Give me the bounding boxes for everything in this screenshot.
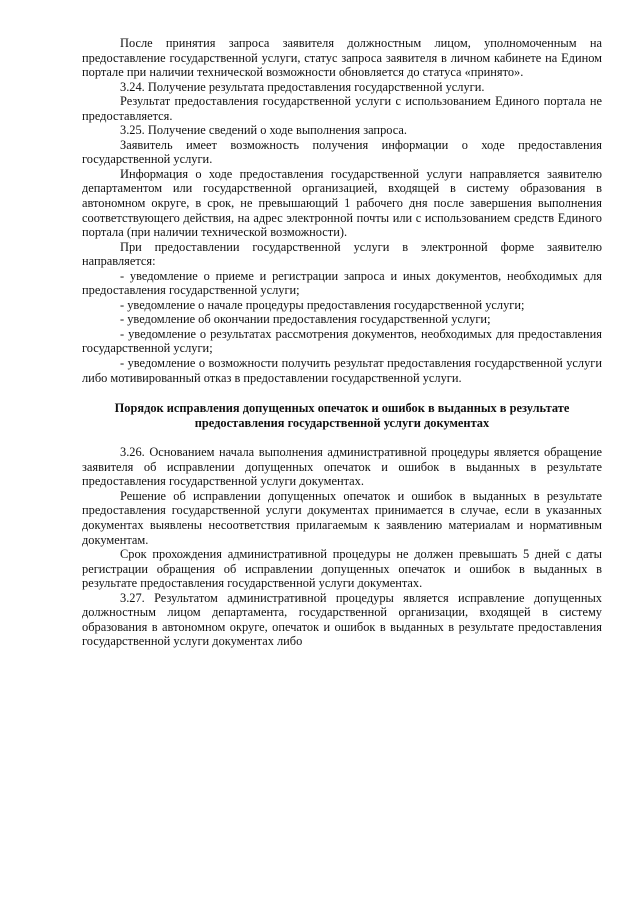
paragraph-procedure-term: Срок прохождения административной процедуры не должен превышать 5 дней с даты регистрации обращения об исправлении допущенных опечаток и ошибок в выданных в результате предоставления государственной услуги документах. <box>82 547 602 591</box>
paragraph-result-not-provided: Результат предоставления государственной услуги с использованием Единого портала не предоставляется. <box>82 94 602 123</box>
paragraph-section-3-27: 3.27. Результатом административной процедуры является исправление допущенных должностным лицом департамента, государственной организации, входящей в систему образования в автономном округе, опечаток и ошибок в выданных в результате предоставления государственной услуги документах либо <box>82 590 602 649</box>
paragraph-status-update: После принятия запроса заявителя должностным лицом, уполномоченным на предоставление государственной услуги, статус запроса заявителя в личном кабинете на Едином портале при наличии технической возможности обновляется до статуса «принято». <box>82 36 602 80</box>
spacer <box>82 385 602 401</box>
paragraph-section-3-24: 3.24. Получение результата предоставления государственной услуги. <box>120 79 485 94</box>
list-item-notice-end: - уведомление об окончании предоставления государственной услуги; <box>120 312 491 327</box>
paragraph-section-3-26: 3.26. Основанием начала выполнения административной процедуры является обращение заявителя об исправлении допущенных опечаток и ошибок в выданных в результате предоставления государственной услуги документах. <box>82 445 602 489</box>
list-item-notice-receipt: - уведомление о приеме и регистрации запроса и иных документов, необходимых для предоставления государственной услуги; <box>82 268 602 298</box>
paragraph-section-3-25: 3.25. Получение сведений о ходе выполнения запроса. <box>120 123 408 138</box>
list-item-notice-possibility: - уведомление о возможности получить результат предоставления государственной услуги либо мотивированный отказ в предоставлении государственной услуги. <box>82 356 602 385</box>
spacer <box>82 430 602 445</box>
paragraph-progress-info: Информация о ходе предоставления государственной услуги направляется заявителю департаментом или государственной организацией, входящей в систему образования в автономном округе, в срок, не превышающий 1 рабочего дня после завершения выполнения соответствующего действия, на адрес электронной почты или с использованием средств Единого портала (при наличии технической возможности). <box>82 166 602 240</box>
section-heading: Порядок исправления допущенных опечаток и ошибок в выданных в результате предоставления государственной услуги документах <box>114 401 570 430</box>
list-item-notice-review: - уведомление о результатах рассмотрения документов, необходимых для предоставления государственной услуги; <box>82 326 602 356</box>
paragraph-electronic-form: При предоставлении государственной услуги в электронной форме заявителю направляется: <box>82 239 602 269</box>
paragraph-applicant-can-receive: Заявитель имеет возможность получения информации о ходе предоставления государственной услуги. <box>82 137 602 167</box>
paragraph-correction-decision: Решение об исправлении допущенных опечаток и ошибок в выданных в результате предоставления государственной услуги документах принимается в случае, если в указанных документах выявлены несоответствия прилагаемым к заявлению материалам и нормативным документам. <box>82 488 602 547</box>
document-page <box>82 36 602 649</box>
list-item-notice-start: - уведомление о начале процедуры предоставления государственной услуги; <box>120 297 525 312</box>
